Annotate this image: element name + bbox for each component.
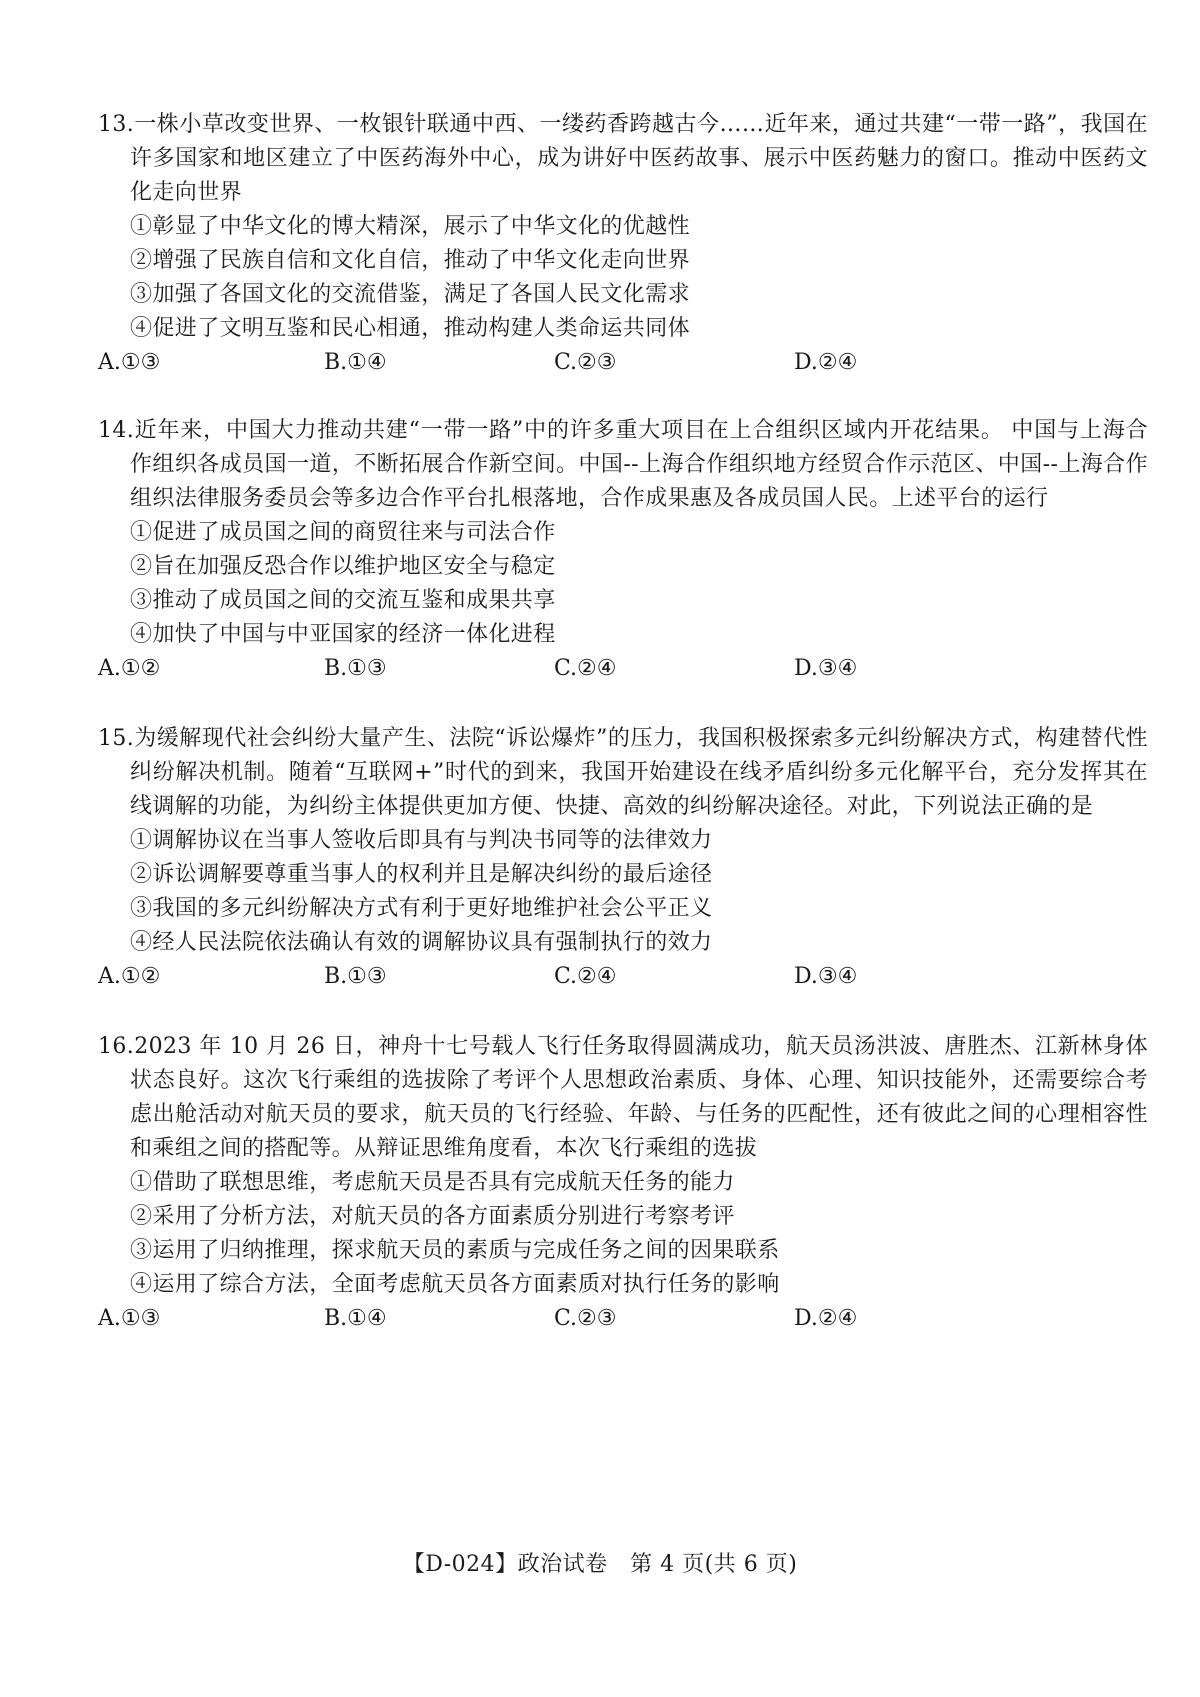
page-footer: 【D-024】政治试卷 第 4 页(共 6 页) xyxy=(402,1552,798,1577)
question-stem xyxy=(98,722,1148,824)
question-number: 14. xyxy=(98,418,135,443)
question-text: 近年来，中国大力推动共建“一带一路”中的许多重大项目在上合组织区域内开花结果。 中国与上海合作组织各成员国一道，不断拓展合作新空间。中国--上海合作组织地方经贸合作示范区、中国--上海合作组织法律服务委员会等多边合作平台扎根落地，合作成果惠及各成员国人民。上述平台的运行 xyxy=(130,418,1148,511)
choice-a: A.①③ xyxy=(98,350,161,375)
choice-c: C.②③ xyxy=(554,1306,617,1331)
choice-d: D.③④ xyxy=(794,964,858,989)
question-text: 为缓解现代社会纠纷大量产生、法院“诉讼爆炸”的压力，我国积极探索多元纠纷解决方式，构建替代性纠纷解决机制。随着“互联网+”时代的到来，我国开始建设在线矛盾纠纷多元化解平台，充分发挥其在线调解的功能，为纠纷主体提供更加方便、快捷、高效的纠纷解决途径。对此，下列说法正确的是 xyxy=(130,726,1148,819)
choice-b: B.①④ xyxy=(324,350,387,375)
statement-2: ②旨在加强反恐合作以维护地区安全与稳定 xyxy=(130,554,556,579)
choice-c: C.②④ xyxy=(554,656,617,681)
choice-a: A.①② xyxy=(98,964,161,989)
question-text: 一株小草改变世界、一枚银针联通中西、一缕药香跨越古今……近年来，通过共建“一带一路”，我国在许多国家和地区建立了中医药海外中心，成为讲好中医药故事、展示中医药魅力的窗口。推动中医药文化走向世界 xyxy=(130,112,1148,205)
question-number: 13. xyxy=(98,112,135,137)
question-13 xyxy=(98,108,1148,380)
choice-b: B.①③ xyxy=(324,964,387,989)
choice-c: C.②④ xyxy=(554,964,617,989)
statement-1: ①调解协议在当事人签收后即具有与判决书同等的法律效力 xyxy=(130,828,713,853)
statement-2: ②采用了分析方法，对航天员的各方面素质分别进行考察考评 xyxy=(130,1204,735,1229)
question-16 xyxy=(98,1030,1148,1336)
question-stem xyxy=(98,108,1148,210)
choice-a: A.①③ xyxy=(98,1306,161,1331)
answer-choices xyxy=(98,1302,1148,1336)
question-number: 16. xyxy=(98,1034,135,1059)
statement-4: ④运用了综合方法，全面考虑航天员各方面素质对执行任务的影响 xyxy=(130,1272,780,1297)
statement-1: ①彰显了中华文化的博大精深，展示了中华文化的优越性 xyxy=(130,214,691,239)
statement-3: ③运用了归纳推理，探求航天员的素质与完成任务之间的因果联系 xyxy=(130,1238,780,1263)
statement-2: ②诉讼调解要尊重当事人的权利并且是解决纠纷的最后途径 xyxy=(130,862,713,887)
statement-1: ①借助了联想思维，考虑航天员是否具有完成航天任务的能力 xyxy=(130,1170,735,1195)
statement-4: ④促进了文明互鉴和民心相通，推动构建人类命运共同体 xyxy=(130,316,691,341)
choice-a: A.①② xyxy=(98,656,161,681)
answer-choices xyxy=(98,960,1148,994)
statement-4: ④加快了中国与中亚国家的经济一体化进程 xyxy=(130,622,556,647)
answer-choices xyxy=(98,346,1148,380)
statement-2: ②增强了民族自信和文化自信，推动了中华文化走向世界 xyxy=(130,248,691,273)
question-14 xyxy=(98,414,1148,686)
statement-1: ①促进了成员国之间的商贸往来与司法合作 xyxy=(130,520,556,545)
statement-4: ④经人民法院依法确认有效的调解协议具有强制执行的效力 xyxy=(130,930,713,955)
choice-c: C.②③ xyxy=(554,350,617,375)
choice-d: D.②④ xyxy=(794,1306,858,1331)
statement-3: ③我国的多元纠纷解决方式有利于更好地维护社会公平正义 xyxy=(130,896,713,921)
question-15 xyxy=(98,722,1148,994)
choice-d: D.③④ xyxy=(794,656,858,681)
choice-b: B.①④ xyxy=(324,1306,387,1331)
question-stem xyxy=(98,414,1148,516)
answer-choices xyxy=(98,652,1148,686)
question-number: 15. xyxy=(98,726,135,751)
choice-b: B.①③ xyxy=(324,656,387,681)
statement-3: ③推动了成员国之间的交流互鉴和成果共享 xyxy=(130,588,556,613)
statement-3: ③加强了各国文化的交流借鉴，满足了各国人民文化需求 xyxy=(130,282,691,307)
question-text: 2023 年 10 月 26 日，神舟十七号载人飞行任务取得圆满成功，航天员汤洪波、唐胜杰、江新林身体状态良好。这次飞行乘组的选拔除了考评个人思想政治素质、身体、心理、知识技能外，还需要综合考虑出舱活动对航天员的要求，航天员的飞行经验、年龄、与任务的匹配性，还有彼此之间的心理相容性和乘组之间的搭配等。从辩证思维角度看，本次飞行乘组的选拔 xyxy=(130,1034,1148,1161)
question-stem xyxy=(98,1030,1148,1166)
choice-d: D.②④ xyxy=(794,350,858,375)
